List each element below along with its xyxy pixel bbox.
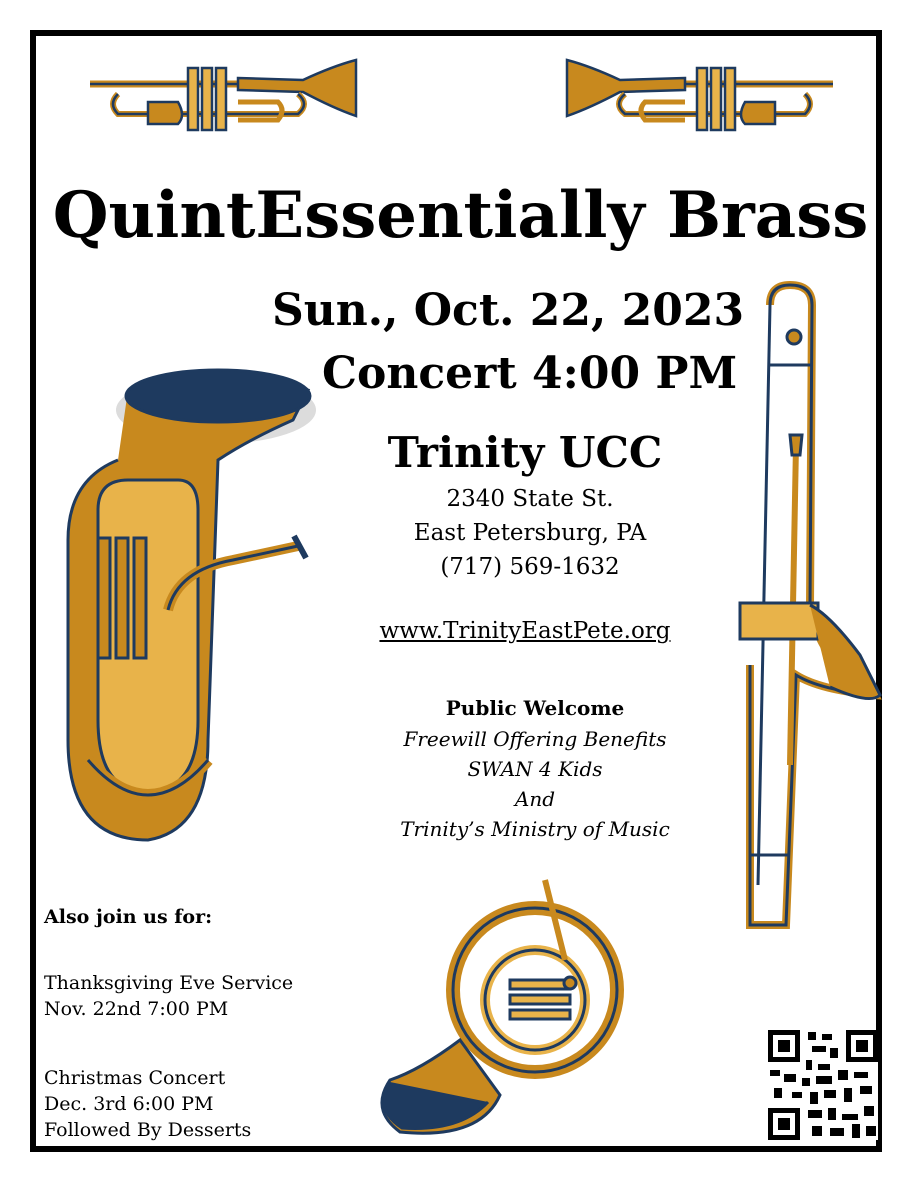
venue-street: 2340 State St. bbox=[446, 486, 614, 512]
event-line: Nov. 22nd 7:00 PM bbox=[44, 998, 229, 1020]
event-line: Followed By Desserts bbox=[44, 1119, 252, 1141]
trumpet-icon bbox=[560, 58, 835, 146]
also-join-heading: Also join us for: bbox=[44, 906, 213, 928]
benefit-line: Freewill Offering Benefits bbox=[403, 727, 667, 751]
event-line: Christmas Concert bbox=[44, 1067, 226, 1089]
event-line: Thanksgiving Eve Service bbox=[44, 972, 294, 994]
venue-city: East Petersburg, PA bbox=[413, 520, 647, 546]
trumpet-icon bbox=[88, 58, 363, 146]
euphonium-icon bbox=[58, 360, 328, 880]
french-horn-icon bbox=[360, 870, 630, 1145]
event-time: Concert 4:00 PM bbox=[322, 348, 738, 399]
benefit-line: Trinity’s Ministry of Music bbox=[400, 817, 670, 841]
poster-title: QuintEssentially Brass bbox=[52, 178, 869, 253]
trombone-icon bbox=[730, 285, 890, 945]
event-line: Dec. 3rd 6:00 PM bbox=[44, 1093, 214, 1115]
venue-phone: (717) 569-1632 bbox=[440, 554, 620, 580]
benefit-line: And bbox=[514, 787, 556, 811]
benefit-line: SWAN 4 Kids bbox=[467, 757, 603, 781]
website-link[interactable]: www.TrinityEastPete.org bbox=[379, 618, 671, 644]
venue-name: Trinity UCC bbox=[387, 428, 663, 477]
qr-code-icon bbox=[768, 1030, 878, 1140]
event-date: Sun., Oct. 22, 2023 bbox=[272, 285, 745, 336]
public-welcome-heading: Public Welcome bbox=[445, 696, 625, 720]
